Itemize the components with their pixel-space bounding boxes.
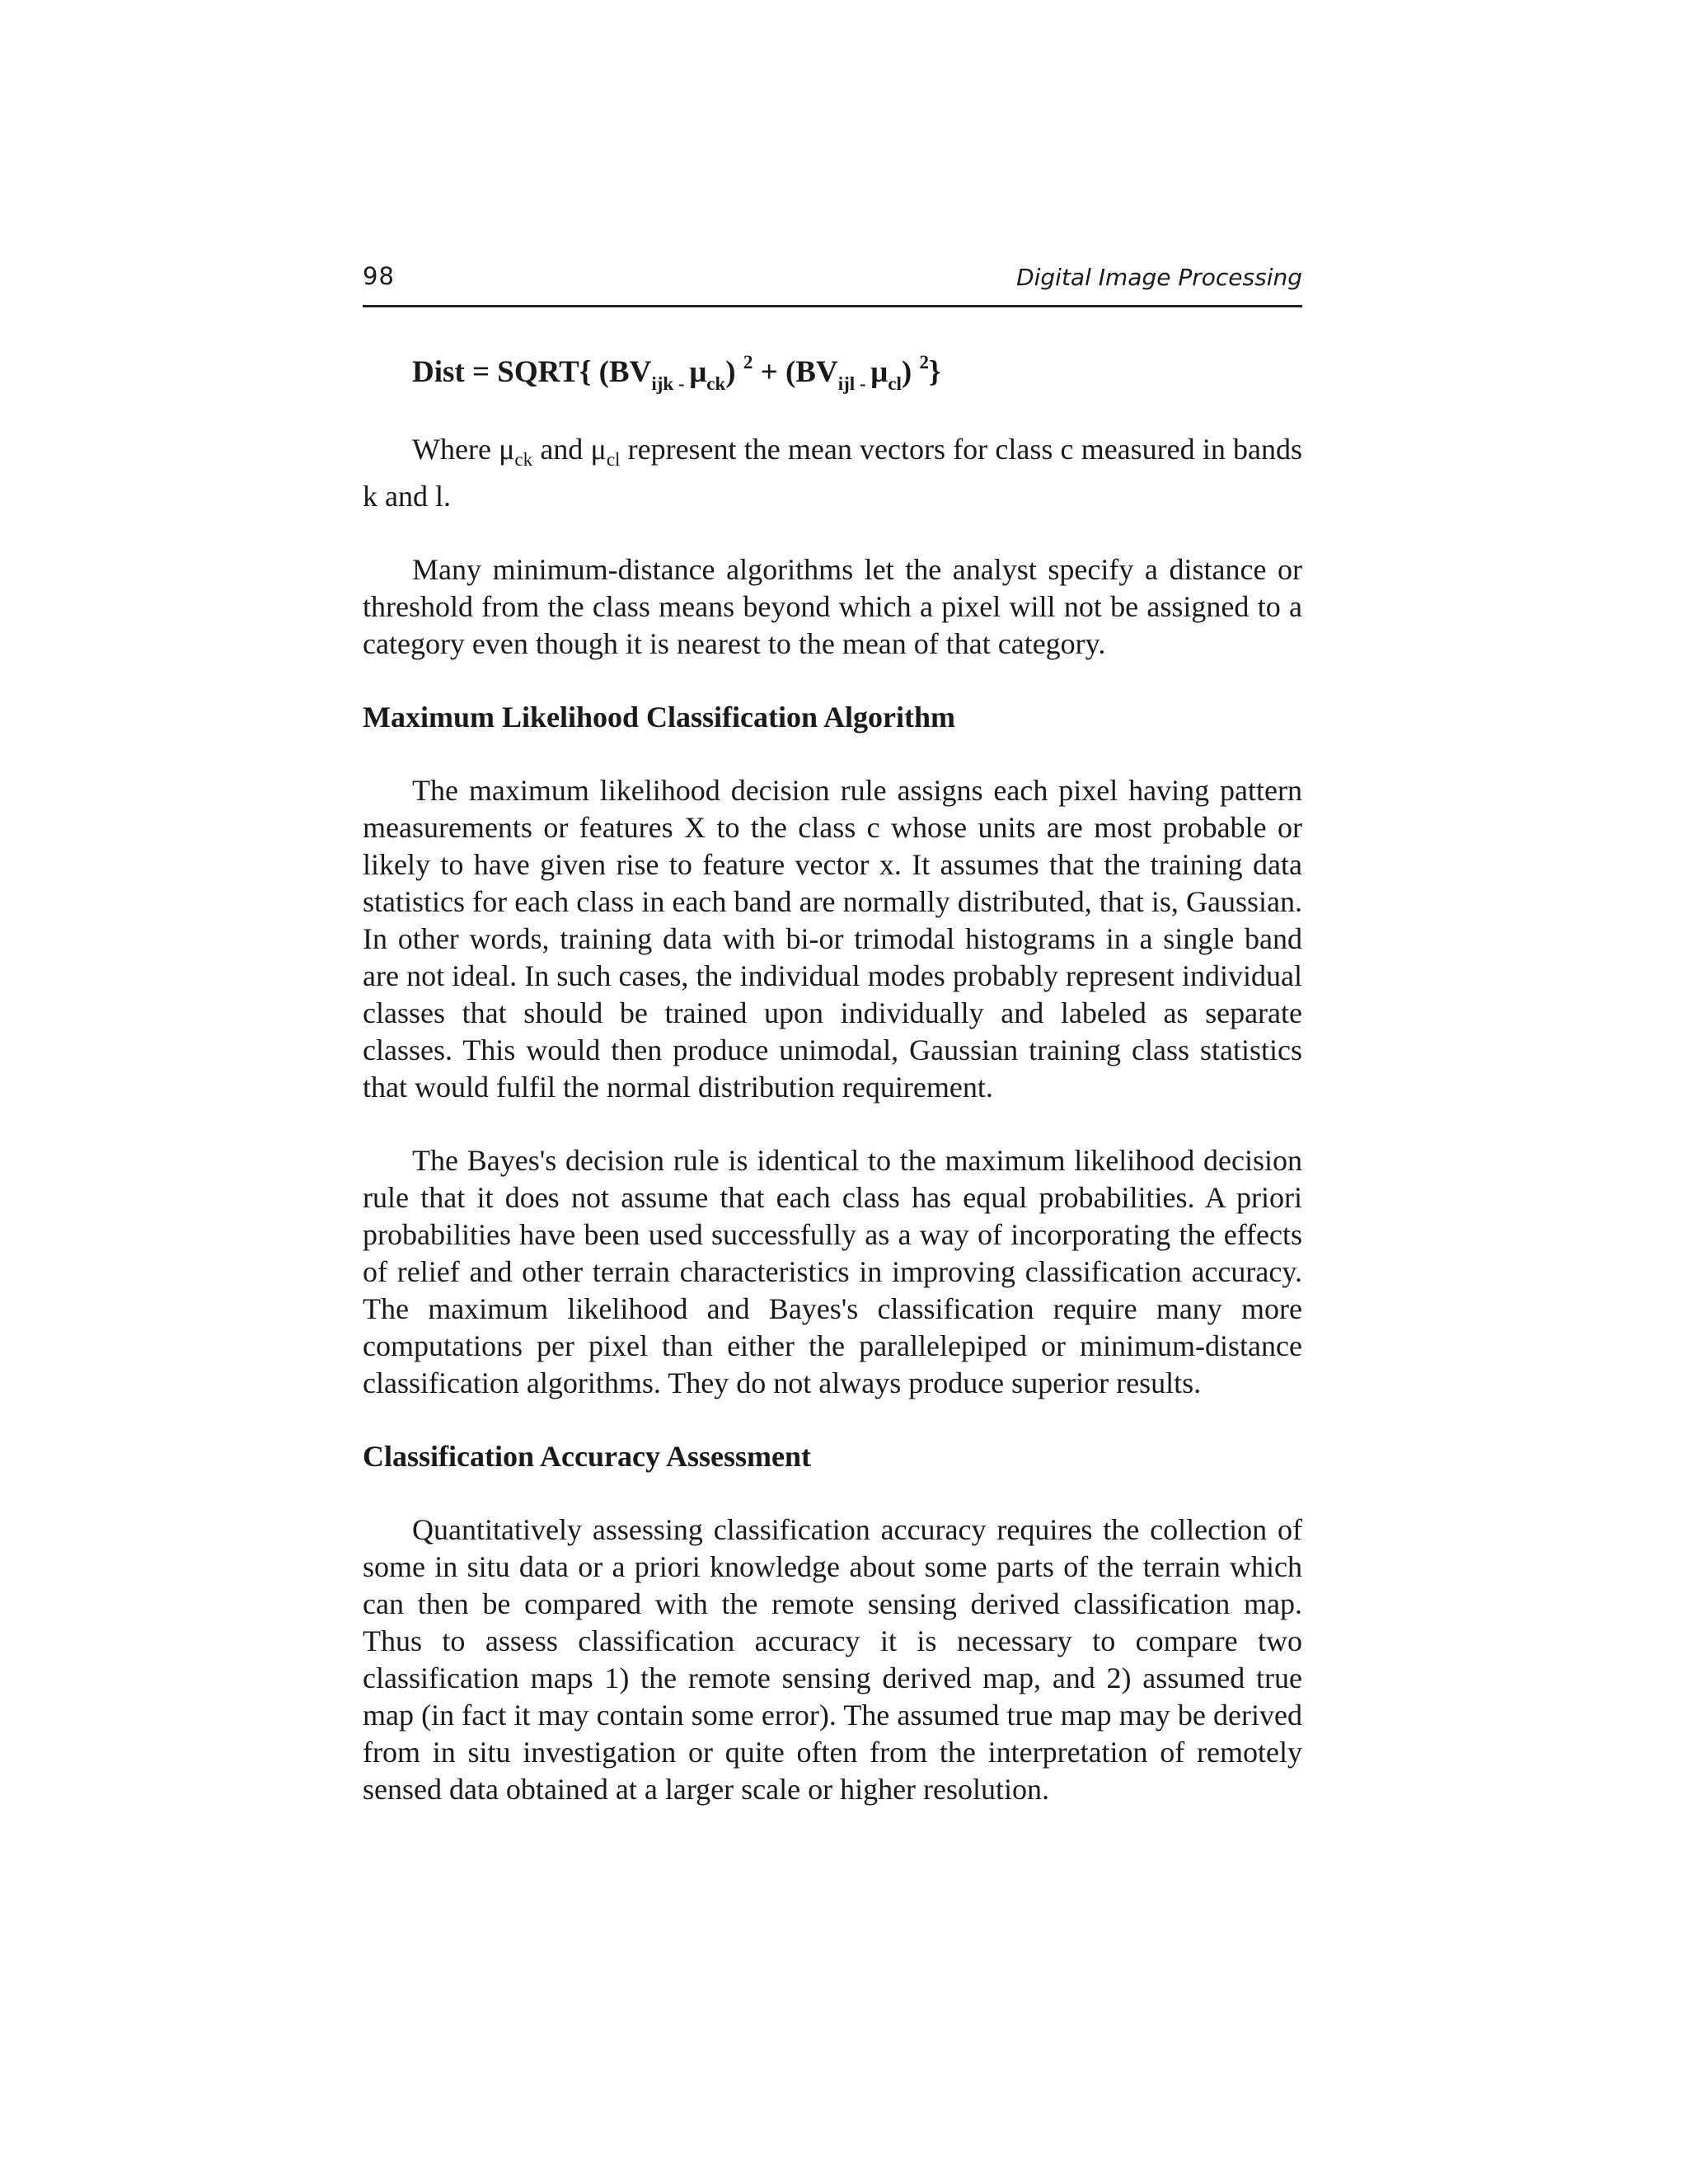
formula-mu-2: μ bbox=[870, 355, 889, 389]
formula-sub-ijl: ijl - bbox=[837, 373, 871, 394]
ml-heading: Maximum Likelihood Classification Algorithm bbox=[363, 701, 956, 733]
formula-mu-1: μ bbox=[689, 355, 707, 389]
book-page bbox=[363, 255, 1302, 1808]
accuracy-heading: Classification Accuracy Assessment bbox=[363, 1440, 811, 1473]
accuracy-paragraph: Quantitatively assessing classification accuracy requires the collection of some in situ data or a priori knowledge about some parts of the terrain which can then be compared with the remote sensing derived classification map. Thus to assess classification accuracy it is necessary to compare two classification maps 1) the remote sensing derived map, and 2) assumed true map (in fact it may contain some error). The assumed true map may be derived from in situ investigation or quite often from the interpretation of remotely sensed data obtained at a larger scale or higher resolution. bbox=[363, 1513, 1302, 1806]
where-text-1: Where μ bbox=[412, 433, 515, 466]
where-text-2: and μ bbox=[532, 433, 607, 466]
page-header bbox=[363, 255, 1302, 307]
formula-prefix: Dist = SQRT{ (BV bbox=[412, 355, 652, 389]
where-text-3: represent the mean vectors for class c measured in bands k and l. bbox=[363, 433, 1303, 513]
formula-sub-ijk: ijk - bbox=[651, 373, 690, 394]
formula-sub-cl: cl bbox=[888, 373, 902, 394]
where-sub-cl: cl bbox=[606, 449, 621, 470]
running-title: Digital Image Processing bbox=[1016, 264, 1302, 291]
formula-sub-ck: ck bbox=[706, 373, 726, 394]
formula-square-2: 2 bbox=[919, 352, 929, 373]
formula-plus: + (BV bbox=[753, 355, 838, 389]
formula-close-1: ) bbox=[725, 355, 743, 389]
formula-suffix: } bbox=[928, 355, 941, 389]
min-distance-paragraph: Many minimum-distance algorithms let the analyst specify a distance or threshold from the class means beyond which a pixel will not be assigned to a category even though it is nearest to the mean of that category. bbox=[363, 553, 1302, 660]
distance-formula bbox=[412, 342, 1302, 405]
bayes-paragraph: The Bayes's decision rule is identical to the maximum likelihood decision rule that it does not assume that each class has equal probabilities. A priori probabilities have been used successfully as a way of incorporating the effects of relief and other terrain characteristics in improving classification accuracy. The maximum likelihood and Bayes's classification require many more computations per pixel than either the parallelepiped or minimum-distance classification algorithms. They do not always produce superior results. bbox=[363, 1144, 1302, 1399]
formula-square-1: 2 bbox=[743, 352, 753, 373]
page-number: 98 bbox=[363, 262, 395, 290]
where-sub-ck: ck bbox=[514, 449, 533, 470]
ml-paragraph: The maximum likelihood decision rule assigns each pixel having pattern measurements or features X to the class c whose units are most probable or likely to have given rise to feature vector x. It assumes that the training data statistics for each class in each band are normally distributed, that is, Gaussian. In other words, training data with bi-or trimodal histograms in a single band are not ideal. In such cases, the individual modes probably represent individual classes that should be trained upon individually and labeled as separate classes. This would then produce unimodal, Gaussian training class statistics that would fulfil the normal distribution requirement. bbox=[363, 774, 1302, 1104]
where-paragraph bbox=[363, 431, 1302, 515]
formula-close-2: ) bbox=[901, 355, 920, 389]
